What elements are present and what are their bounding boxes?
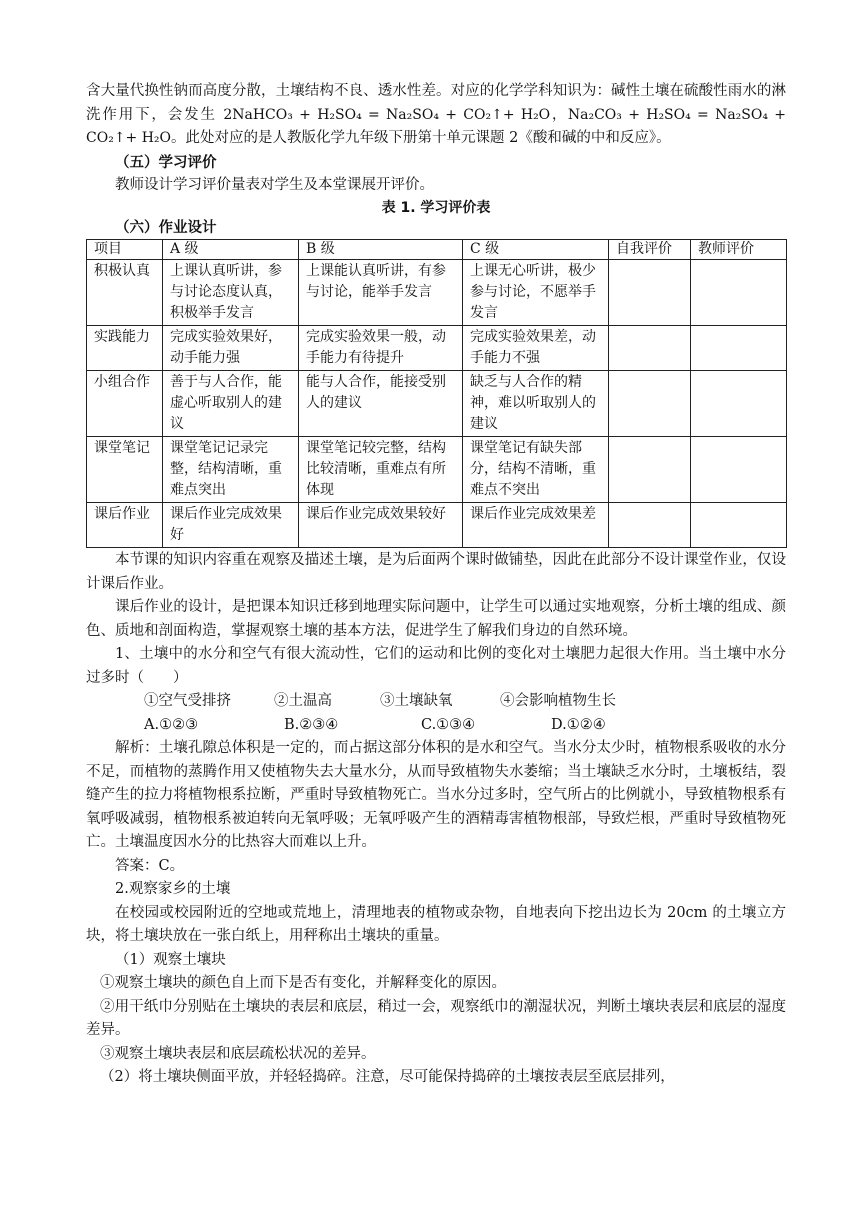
intro-text-1: 含大量代换性钠而高度分散，土壤结构不良、透水性差。对应的化学学科知识为：碱性土壤在硫酸性雨水的淋洗作用下，会发生	[86, 83, 786, 123]
table-row	[87, 437, 787, 503]
cell-c: 缺乏与人合作的精神，难以听取别人的建议	[463, 371, 609, 437]
cell-teacher	[691, 371, 787, 437]
section-5-title: （五）学习评价	[115, 153, 217, 171]
cell-b: 能与人合作，能接受别人的建议	[299, 371, 463, 437]
cell-c: 课堂笔记有缺失部分，结构不清晰，重难点不突出	[463, 437, 609, 503]
q1-choice: A.①②③	[144, 716, 199, 733]
q1-item: ③土壤缺氧	[380, 693, 453, 709]
cell-a: 课后作业完成效果好	[163, 503, 299, 548]
intro-text-2: 。此处对应的是人教版化学九年级下册第十单元课题 2《酸和碱的中和反应》。	[171, 130, 671, 146]
cell-b: 课后作业完成效果较好	[299, 503, 463, 548]
q1-choice: D.①②④	[551, 716, 606, 733]
header-item: 项目	[87, 240, 163, 260]
cell-teacher	[691, 326, 787, 371]
cell-a: 课堂笔记记录完整，结构清晰，重难点突出	[163, 437, 299, 503]
intro-paragraph	[86, 80, 786, 151]
cell-item: 课堂笔记	[87, 437, 163, 503]
question-1-choices	[86, 714, 786, 738]
header-a: A 级	[163, 240, 299, 260]
homework-paragraph-2: 课后作业的设计，是把课本知识迁移到地理实际问题中，让学生可以通过实地观察，分析土壤的组成、颜色、质地和剖面构造，掌握观察土壤的基本方法，促进学生了解我们身边的自然环境。	[86, 599, 786, 639]
cell-self	[609, 503, 691, 548]
q1-item: ②土温高	[274, 693, 332, 709]
cell-item: 实践能力	[87, 326, 163, 371]
cell-a: 上课认真听讲，参与讨论态度认真，积极举手发言	[163, 260, 299, 326]
header-b: B 级	[299, 240, 463, 260]
question-1-items	[86, 690, 786, 714]
table-header-row	[87, 240, 787, 260]
header-teacher: 教师评价	[691, 240, 787, 260]
cell-item: 积极认真	[87, 260, 163, 326]
question-1: 1、土壤中的水分和空气有很大流动性，它们的运动和比例的变化对土壤肥力起很大作用。当土壤中水分过多时（ ）	[86, 646, 786, 686]
cell-b: 完成实验效果一般，动手能力有待提升	[299, 326, 463, 371]
cell-item: 课后作业	[87, 503, 163, 548]
q1-item: ④会影响植物生长	[500, 693, 616, 709]
document-page	[86, 80, 786, 1090]
answer: 答案：C。	[115, 857, 185, 874]
cell-teacher	[691, 503, 787, 548]
question-2-step-1b: ②用干纸巾分别贴在土壤块的表层和底层，稍过一会，观察纸巾的潮湿状况，判断土壤块表层和底层的湿度差异。	[86, 998, 786, 1038]
cell-c: 上课无心听讲，极少参与讨论，不愿举手发言	[463, 260, 609, 326]
table-row	[87, 371, 787, 437]
header-c: C 级	[463, 240, 609, 260]
section-6-title: （六）作业设计	[115, 218, 217, 236]
q1-choice: B.②③④	[284, 716, 339, 733]
evaluation-table	[86, 239, 787, 548]
cell-item: 小组合作	[87, 371, 163, 437]
q1-item: ①空气受排挤	[144, 693, 231, 709]
cell-c: 完成实验效果差，动手能力不强	[463, 326, 609, 371]
cell-self	[609, 326, 691, 371]
question-2-step-1c: ③观察土壤块表层和底层疏松状况的差异。	[100, 1045, 376, 1062]
cell-a: 善于与人合作，能虚心听取别人的建议	[163, 371, 299, 437]
question-2-step-1: （1）观察土壤块	[115, 951, 226, 968]
homework-paragraph-1: 本节课的知识内容重在观察及描述土壤，是为后面两个课时做铺垫，因此在此部分不设计课堂作业，仅设计课后作业。	[86, 552, 786, 592]
cell-self	[609, 371, 691, 437]
question-2-step-1a: ①观察土壤块的颜色自上而下是否有变化，并解释变化的原因。	[100, 975, 506, 991]
table-row	[87, 326, 787, 371]
cell-b: 上课能认真听讲，有参与讨论，能举手发言	[299, 260, 463, 326]
header-self: 自我评价	[609, 240, 691, 260]
cell-b: 课堂笔记较完整，结构比较清晰，重难点有所体现	[299, 437, 463, 503]
cell-teacher	[691, 437, 787, 503]
table-caption: 表 1. 学习评价表	[381, 199, 491, 216]
table-row	[87, 503, 787, 548]
chemical-equations: 2NaHCO₃ + H₂SO₄ = Na₂SO₄ + CO₂↑+ H₂O，Na₂CO₃ + H₂SO₄ = Na₂SO₄ + CO₂↑+ H₂O	[86, 106, 787, 146]
question-2-title: 2.观察家乡的土壤	[115, 881, 231, 897]
analysis: 解析：土壤孔隙总体积是一定的，而占据这部分体积的是水和空气。当水分太少时，植物根系吸收的水分不足，而植物的蒸腾作用又使植物失去大量水分，从而导致植物失水萎缩；当土壤缺乏水分时，土壤板结，裂缝产生的拉力将植物根系拉断，严重时导致植物死亡。当水分过多时，空气所占的比例就小，导致植物根系有氧呼吸减弱，植物根系被迫转向无氧呼吸；无氧呼吸产生的酒精毒害植物根部，导致烂根，严重时导致植物死亡。土壤温度因水分的比热容大而难以上升。	[86, 740, 786, 850]
cell-self	[609, 437, 691, 503]
cell-a: 完成实验效果好，动手能力强	[163, 326, 299, 371]
question-2-step-2: （2）将土壤块侧面平放，并轻轻捣碎。注意，尽可能保持捣碎的土壤按表层至底层排列，	[100, 1069, 675, 1085]
cell-c: 课后作业完成效果差	[463, 503, 609, 548]
question-2-text: 在校园或校园附近的空地或荒地上，清理地表的植物或杂物，自地表向下挖出边长为 20cm 的土壤立方块，将土壤块放在一张白纸上，用秤称出土壤块的重量。	[86, 904, 786, 944]
q1-choice: C.①③④	[421, 716, 476, 733]
section-5-text: 教师设计学习评价量表对学生及本堂课展开评价。	[115, 177, 434, 193]
cell-self	[609, 260, 691, 326]
table-row	[87, 260, 787, 326]
cell-teacher	[691, 260, 787, 326]
